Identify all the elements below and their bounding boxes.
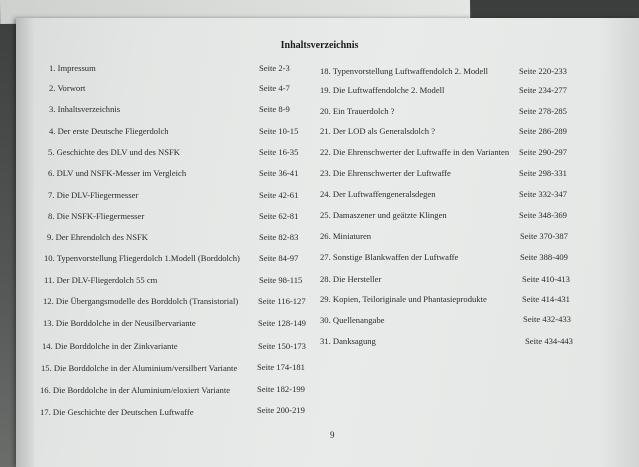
toc-pages-9: Seite 82-83 [259,232,299,242]
toc-entry-25: 25. Damaszener und geätzte Klingen [320,210,447,220]
toc-entry-12: 12. Die Übergangsmodelle des Borddolch (Transistorial) [43,296,239,306]
toc-pages-28: Seite 410-413 [522,274,570,284]
toc-entry-19: 19. Die Luftwaffendolche 2. Modell [320,85,445,95]
toc-pages-14: Seite 150-173 [258,341,306,351]
toc-pages-21: Seite 286-289 [519,126,567,136]
toc-entry-24: 24. Der Luftwaffengeneralsdegen [320,189,436,199]
toc-pages-10: Seite 84-97 [259,253,299,263]
toc-entry-2: 2. Vorwort [49,83,86,93]
page-shading [599,18,639,467]
toc-entry-17: 17. Die Geschichte der Deutschen Luftwaffe [40,407,194,417]
toc-entry-15: 15. Die Borddolche in der Aluminium/versilbert Variante [41,363,238,373]
toc-entry-14: 14. Die Borddolche in der Zinkvariante [42,341,178,351]
toc-entry-23: 23. Die Ehrenschwerter der Luftwaffe [320,168,451,178]
toc-entry-28: 28. Die Hersteller [320,274,382,284]
toc-pages-2: Seite 4-7 [259,83,290,93]
toc-entry-16: 16. Die Borddolche in der Aluminium/eloxiert Variante [40,385,231,395]
toc-pages-5: Seite 16-35 [259,147,299,157]
toc-pages-17: Seite 200-219 [257,405,305,415]
toc-pages-27: Seite 388-409 [520,252,568,262]
page-number: 9 [330,430,335,440]
toc-pages-12: Seite 116-127 [258,296,306,306]
toc-entry-20: 20. Ein Trauerdolch ? [320,106,395,116]
toc-pages-22: Seite 290-297 [519,147,567,157]
toc-pages-16: Seite 182-199 [257,384,305,394]
toc-pages-25: Seite 348-369 [519,210,567,220]
toc-pages-3: Seite 8-9 [259,104,290,114]
toc-pages-4: Seite 10-15 [259,126,299,136]
toc-entry-10: 10. Typenvorstellung Fliegerdolch 1.Modell (Borddolch) [44,253,240,263]
toc-title: Inhaltsverzeichnis [280,40,359,51]
toc-pages-13: Seite 128-149 [258,318,306,328]
toc-entry-3: 3. Inhaltsverzeichnis [49,104,121,114]
toc-entry-26: 26. Miniaturen [320,231,372,241]
toc-entry-4: 4. Der erste Deutsche Fliegerdolch [49,126,169,136]
toc-entry-21: 21. Der LOD als Generalsdolch ? [320,126,436,136]
toc-entry-13: 13. Die Borddolche in der Neusilbervariante [43,318,196,328]
toc-pages-11: Seite 98-115 [259,275,303,285]
toc-pages-29: Seite 414-431 [522,294,570,304]
toc-pages-7: Seite 42-61 [259,190,299,200]
toc-entry-7: 7. Die DLV-Fliegermesser [48,190,139,200]
toc-entry-18: 18. Typenvorstellung Luftwaffendolch 2. Modell [320,66,489,76]
toc-pages-23: Seite 298-331 [519,168,567,178]
toc-pages-18: Seite 220-233 [519,66,567,76]
toc-pages-19: Seite 234-277 [519,85,567,95]
toc-entry-11: 11. Der DLV-Fliegerdolch 55 cm [44,275,158,285]
toc-pages-31: Seite 434-443 [525,336,573,346]
book-page [16,18,639,467]
toc-pages-26: Seite 370-387 [520,231,568,241]
toc-pages-30: Seite 432-433 [523,314,571,324]
toc-entry-31: 31. Danksagung [320,336,376,346]
toc-pages-6: Seite 36-41 [259,168,299,178]
toc-pages-8: Seite 62-81 [259,211,299,221]
toc-entry-22: 22. Die Ehrenschwerter der Luftwaffe in den Varianten [320,147,510,157]
toc-entry-27: 27. Sonstige Blankwaffen der Luftwaffe [320,252,459,262]
page-gutter [16,18,34,467]
toc-entry-5: 5. Geschichte des DLV und des NSFK [48,147,181,157]
toc-pages-24: Seite 332-347 [519,189,567,199]
toc-entry-6: 6. DLV und NSFK-Messer im Vergleich [48,168,187,178]
toc-pages-1: Seite 2-3 [259,63,290,73]
toc-pages-20: Seite 278-285 [519,106,567,116]
toc-entry-30: 30. Quellenangabe [320,315,385,325]
toc-entry-29: 29. Kopien, Teiloriginale und Phantasieprodukte [320,294,487,304]
toc-entry-9: 9. Der Ehrendolch des NSFK [47,232,148,242]
toc-entry-1: 1. Impressum [49,63,96,73]
toc-pages-15: Seite 174-181 [257,362,305,372]
toc-entry-8: 8. Die NSFK-Fliegermesser [48,211,145,221]
